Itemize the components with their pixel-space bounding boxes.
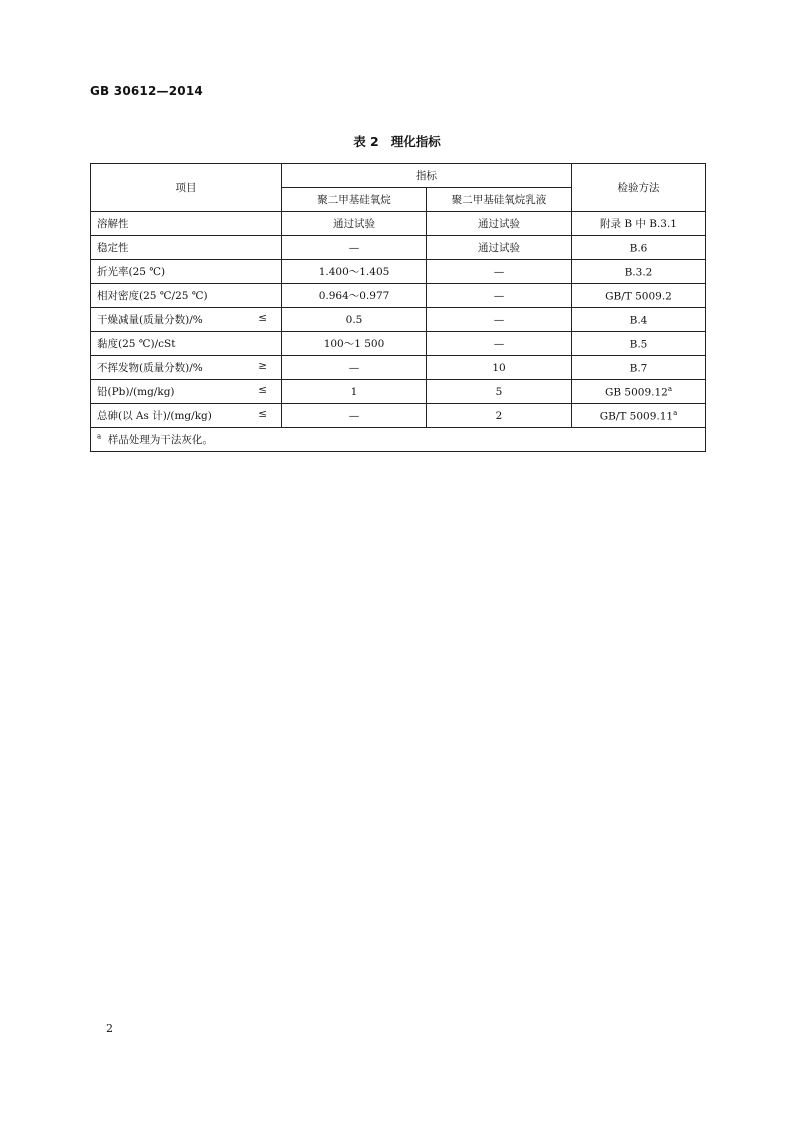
comparison-operator: ≤ [258, 312, 267, 324]
value-pdms-emulsion: 2 [427, 404, 572, 428]
table-row [91, 284, 706, 308]
item-name: 稳定性 [97, 242, 129, 254]
table-title: 理化指标 [390, 134, 441, 149]
method-text: B.4 [629, 314, 648, 327]
header-method: 检验方法 [572, 164, 706, 212]
item-name: 相对密度(25 ℃/25 ℃) [97, 290, 208, 302]
method-text: GB/T 5009.2 [605, 290, 672, 303]
table-row [91, 308, 706, 332]
value-pdms: 1 [282, 380, 427, 404]
table-row [91, 212, 706, 236]
table-row [91, 260, 706, 284]
standard-header: GB 30612—2014 [90, 84, 203, 98]
table-row [91, 332, 706, 356]
value-pdms: 通过试验 [282, 212, 427, 236]
value-pdms: — [282, 236, 427, 260]
test-method [572, 380, 706, 404]
item-name: 不挥发物(质量分数)/% [97, 362, 203, 374]
test-method [572, 404, 706, 428]
table-row [91, 236, 706, 260]
value-pdms: — [282, 356, 427, 380]
value-pdms-emulsion: — [427, 284, 572, 308]
row-item [91, 308, 282, 332]
header-pdms: 聚二甲基硅氧烷 [282, 188, 427, 212]
value-pdms: 100～1 500 [282, 332, 427, 356]
row-item [91, 404, 282, 428]
row-item [91, 260, 282, 284]
footnote-text: 样品处理为干法灰化。 [107, 434, 213, 446]
row-item [91, 380, 282, 404]
row-item [91, 284, 282, 308]
item-name: 黏度(25 ℃)/cSt [97, 338, 176, 350]
table-row [91, 356, 706, 380]
table-row [91, 380, 706, 404]
page-number: 2 [106, 1022, 113, 1035]
row-item [91, 356, 282, 380]
value-pdms: 0.5 [282, 308, 427, 332]
table-caption [0, 132, 794, 150]
header-pdms-emulsion: 聚二甲基硅氧烷乳液 [427, 188, 572, 212]
value-pdms-emulsion: — [427, 332, 572, 356]
method-text: B.7 [629, 362, 648, 375]
item-name: 总砷(以 As 计)/(mg/kg) [97, 410, 212, 422]
value-pdms: — [282, 404, 427, 428]
test-method [572, 308, 706, 332]
method-text: GB/T 5009.11 [599, 410, 674, 423]
method-footnote-ref: a [667, 384, 673, 393]
test-method [572, 212, 706, 236]
table-number: 表 2 [353, 134, 379, 149]
comparison-operator: ≤ [258, 384, 267, 396]
method-text: B.5 [629, 338, 648, 351]
method-text: B.6 [629, 242, 648, 255]
footnote-mark: a [97, 432, 102, 441]
specification-table [90, 163, 706, 452]
value-pdms-emulsion: 通过试验 [427, 212, 572, 236]
value-pdms-emulsion: 通过试验 [427, 236, 572, 260]
value-pdms-emulsion: — [427, 308, 572, 332]
method-footnote-ref: a [673, 408, 678, 417]
item-name: 铅(Pb)/(mg/kg) [97, 386, 175, 398]
value-pdms-emulsion: — [427, 260, 572, 284]
table-footnote [91, 428, 706, 452]
value-pdms-emulsion: 5 [427, 380, 572, 404]
table-body [91, 212, 706, 428]
header-item: 项目 [91, 164, 282, 212]
test-method [572, 332, 706, 356]
value-pdms: 1.400～1.405 [282, 260, 427, 284]
table-row [91, 404, 706, 428]
value-pdms-emulsion: 10 [427, 356, 572, 380]
comparison-operator: ≤ [258, 408, 267, 420]
row-item [91, 332, 282, 356]
method-text: GB 5009.12 [604, 386, 668, 399]
test-method [572, 236, 706, 260]
test-method [572, 356, 706, 380]
item-name: 折光率(25 ℃) [97, 266, 166, 278]
test-method [572, 284, 706, 308]
item-name: 溶解性 [97, 218, 129, 230]
method-text: 附录 B 中 B.3.1 [600, 218, 677, 230]
item-name: 干燥减量(质量分数)/% [97, 314, 203, 326]
row-item [91, 236, 282, 260]
header-indicator: 指标 [282, 164, 572, 188]
test-method [572, 260, 706, 284]
comparison-operator: ≥ [258, 360, 267, 372]
value-pdms: 0.964～0.977 [282, 284, 427, 308]
method-text: B.3.2 [624, 266, 653, 279]
row-item [91, 212, 282, 236]
